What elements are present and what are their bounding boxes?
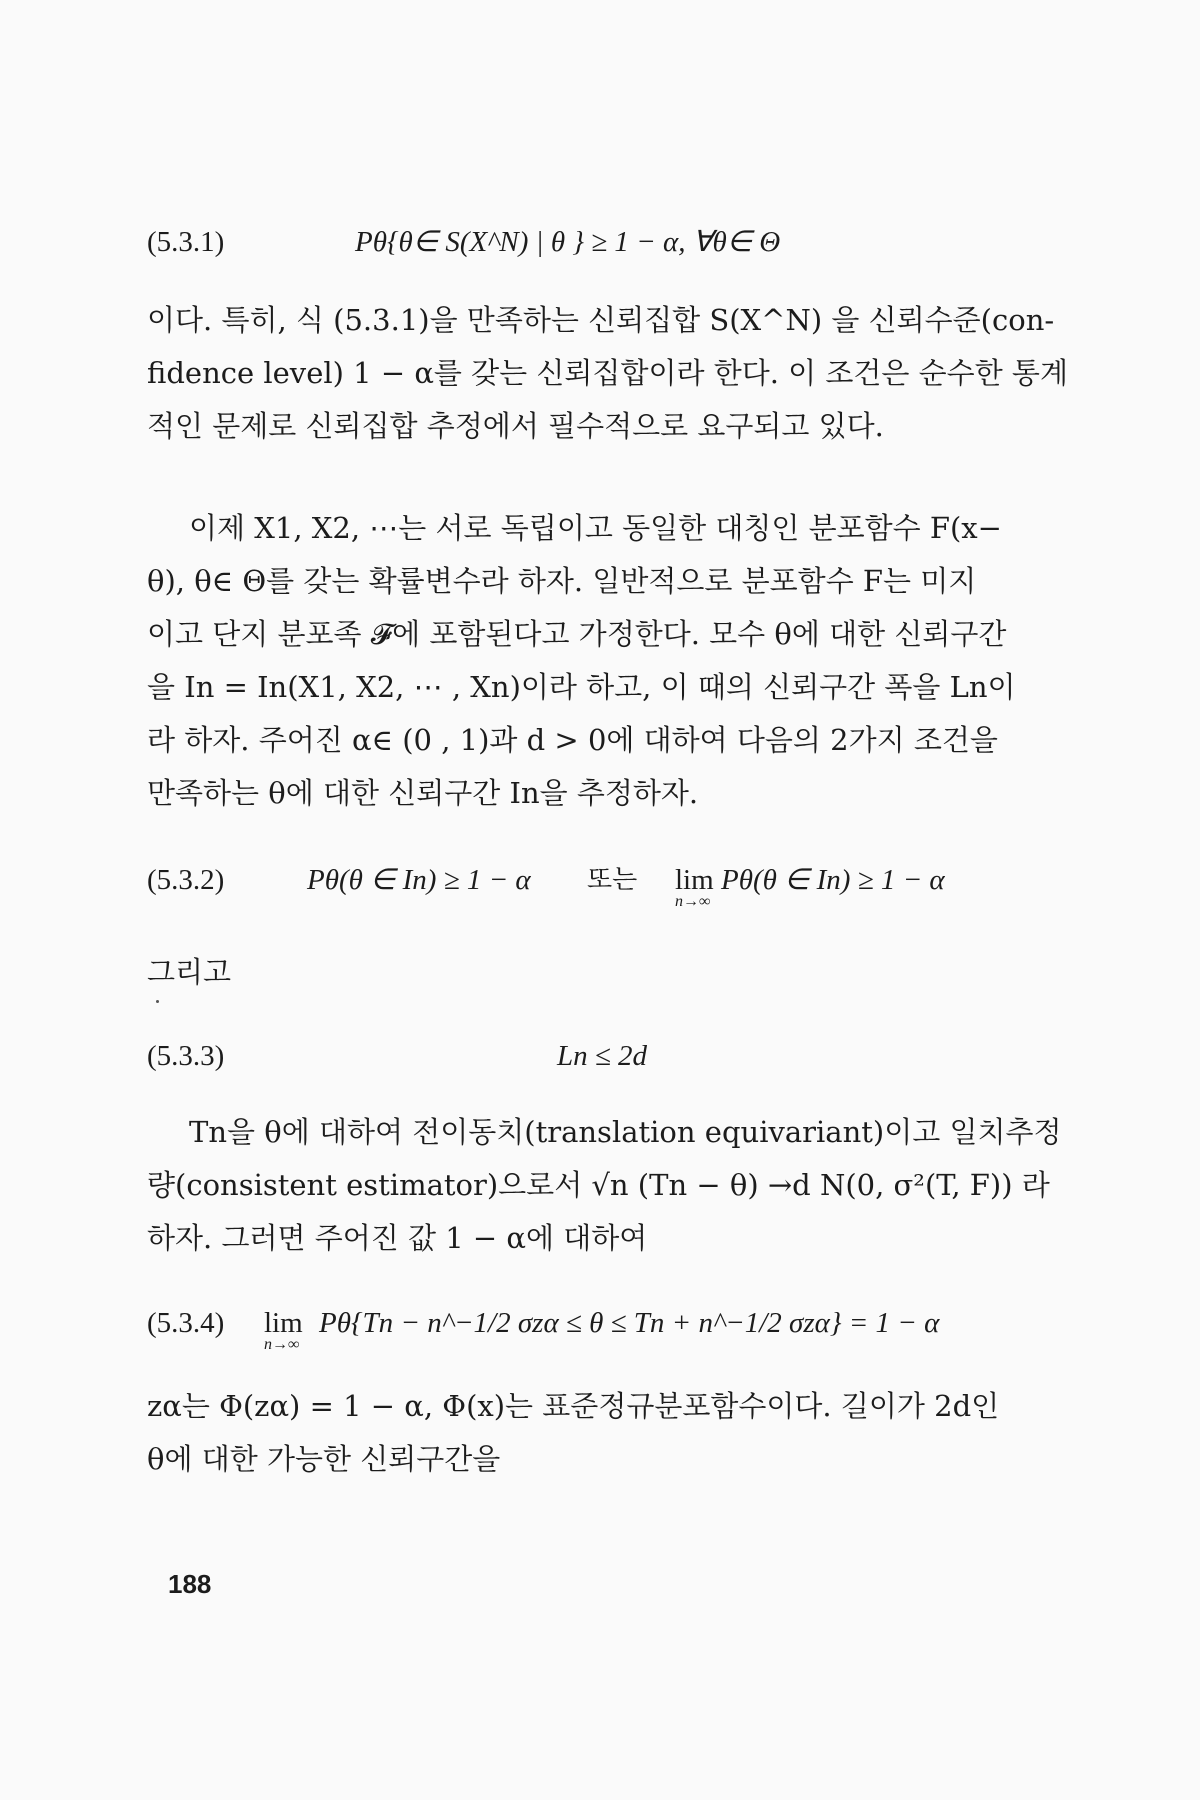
equation-number: (5.3.3) xyxy=(147,1040,225,1072)
text-line: 그리고 xyxy=(147,955,232,989)
equation-body: Pθ{θ∈ S(X^N) | θ } ≥ 1 − α, ∀θ∈ Θ xyxy=(355,226,781,258)
paragraph-confidence-level xyxy=(147,294,1068,453)
text-line: 하자. 그러면 주어진 값 1 − α에 대하여 xyxy=(147,1221,648,1255)
limit-operator xyxy=(264,1303,303,1353)
equation-connector: 또는 xyxy=(587,865,638,895)
equation-number: (5.3.2) xyxy=(147,864,225,896)
lim-text: lim xyxy=(675,864,714,896)
paragraph-estimator xyxy=(147,1106,1062,1265)
text-line: 이다. 특히, 식 (5.3.1)을 만족하는 신뢰집합 S(X^N) 을 신뢰수준(con- xyxy=(147,303,1055,337)
page-number: 188 xyxy=(168,1569,212,1599)
text-line: 을 In = In(X1, X2, ⋯ , Xn)이라 하고, 이 때의 신뢰구간 폭을 Ln이 xyxy=(147,670,1016,704)
text-line: 만족하는 θ에 대한 신뢰구간 In을 추정하자. xyxy=(147,776,699,810)
equation-body: Ln ≤ 2d xyxy=(557,1040,648,1072)
stray-dot xyxy=(156,1000,159,1003)
equation-5-3-3 xyxy=(147,1036,1067,1076)
text-line: 량(consistent estimator)으로서 √n (Tn − θ) →d N(0, σ²(T, F)) 라 xyxy=(147,1168,1050,1202)
equation-5-3-2 xyxy=(147,860,1067,910)
text-line: θ), θ∈ Θ를 갖는 확률변수라 하자. 일반적으로 분포함수 F는 미지 xyxy=(147,564,977,598)
equation-number: (5.3.4) xyxy=(147,1307,225,1339)
text-line: 이제 X1, X2, ⋯는 서로 독립이고 동일한 대칭인 분포함수 F(x− xyxy=(189,511,1002,545)
equation-left: Pθ(θ ∈ In) ≥ 1 − α xyxy=(307,864,531,896)
lim-subscript: n→∞ xyxy=(675,893,711,910)
equation-right: Pθ(θ ∈ In) ≥ 1 − α xyxy=(721,864,945,896)
equation-body: Pθ{Tn − n^−1/2 σzα ≤ θ ≤ Tn + n^−1/2 σzα} = 1 − α xyxy=(319,1307,940,1339)
paragraph-and xyxy=(147,946,1052,999)
paragraph-normal-quantile xyxy=(147,1380,1052,1486)
paragraph-setup xyxy=(147,502,1052,820)
text-line: θ에 대한 가능한 신뢰구간을 xyxy=(147,1442,501,1476)
lim-text: lim xyxy=(264,1307,303,1339)
text-line: 적인 문제로 신뢰집합 추정에서 필수적으로 요구되고 있다. xyxy=(147,409,884,443)
equation-number: (5.3.1) xyxy=(147,226,225,258)
limit-operator xyxy=(675,860,714,910)
equation-5-3-1 xyxy=(147,222,1067,262)
equation-5-3-4 xyxy=(147,1303,1067,1353)
text-line: zα는 Φ(zα) = 1 − α, Φ(x)는 표준정규분포함수이다. 길이가 2d인 xyxy=(147,1389,1000,1423)
text-line: 라 하자. 주어진 α∈ (0 , 1)과 d > 0에 대하여 다음의 2가지 조건을 xyxy=(147,723,998,757)
text-line: fidence level) 1 − α를 갖는 신뢰집합이라 한다. 이 조건은 순수한 통계 xyxy=(147,356,1068,390)
text-line: Tn을 θ에 대하여 전이동치(translation equivariant)이고 일치추정 xyxy=(189,1115,1062,1149)
text-line: 이고 단지 분포족 𝓕에 포함된다고 가정한다. 모수 θ에 대한 신뢰구간 xyxy=(147,617,1007,651)
lim-subscript: n→∞ xyxy=(264,1336,300,1353)
